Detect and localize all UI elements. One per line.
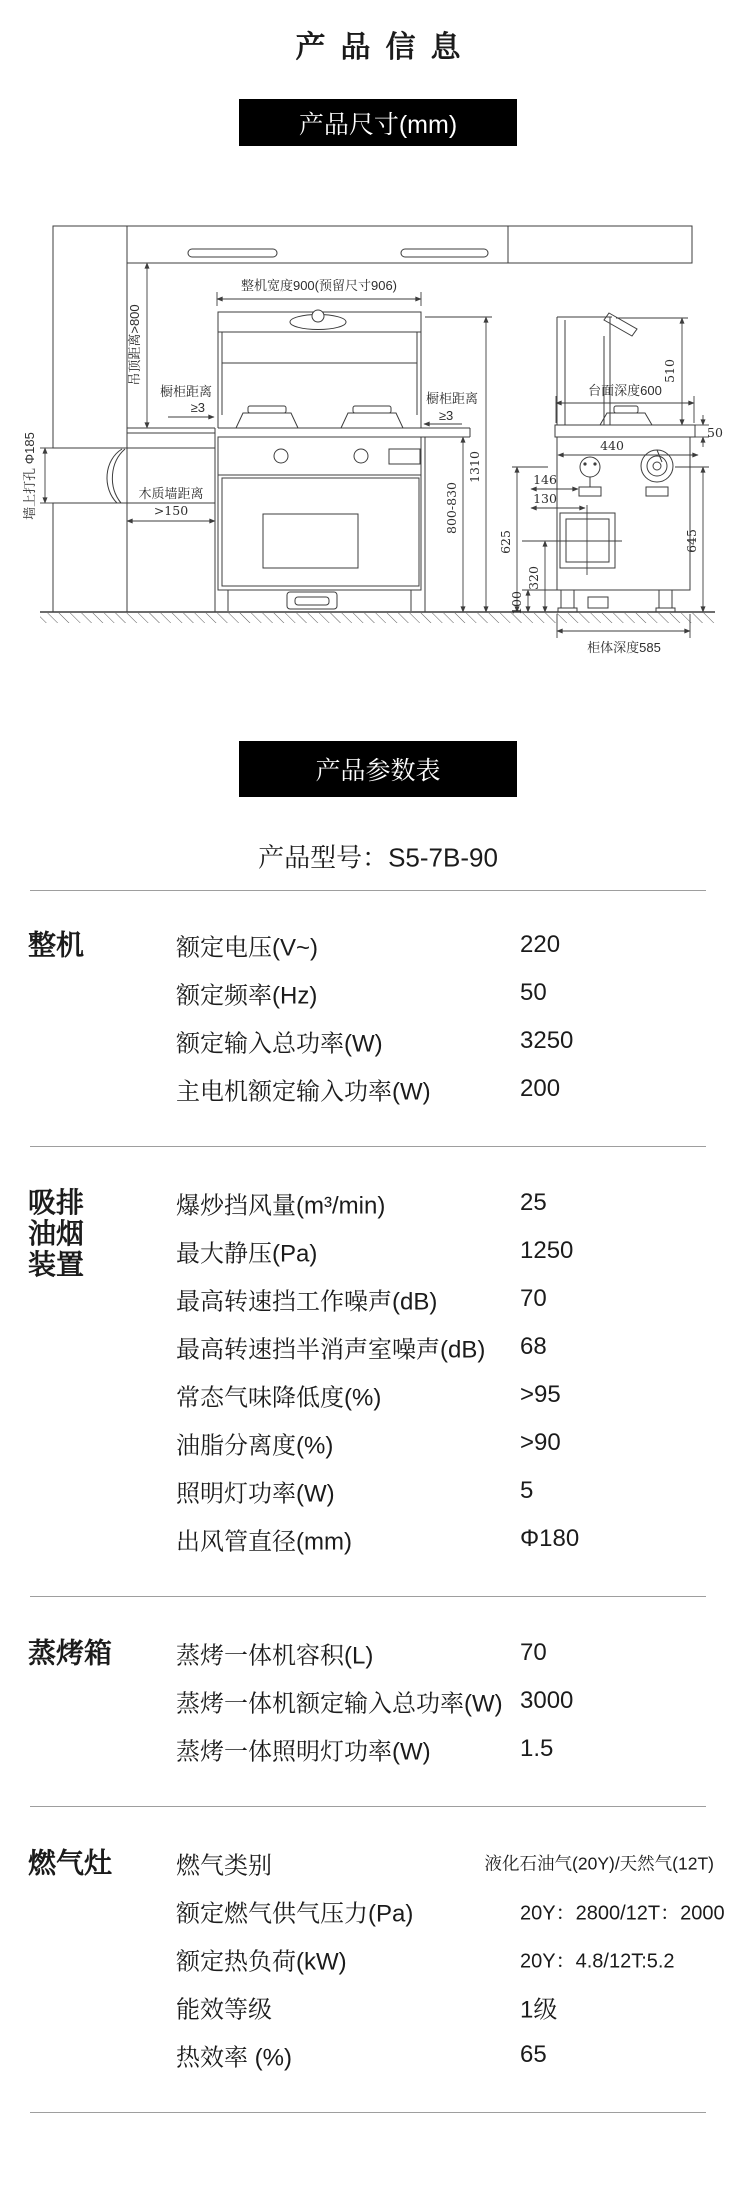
- svg-text:台面深度600: 台面深度600: [588, 383, 662, 398]
- spec-label: 热效率 (%): [176, 2044, 292, 2072]
- param-badge-label: 产品参数表: [315, 757, 441, 785]
- spec-value: >90: [520, 1429, 561, 1456]
- spec-value: 65: [520, 2041, 547, 2068]
- spec-label: 照明灯功率(W): [176, 1480, 335, 1508]
- spec-label: 燃气类别: [176, 1852, 272, 1880]
- size-badge-label: 产品尺寸(mm): [298, 110, 458, 139]
- appliance-side-view: [522, 313, 695, 612]
- svg-text:1310: 1310: [467, 451, 482, 483]
- spec-value: Φ180: [520, 1525, 580, 1552]
- section-divider: [30, 1146, 706, 1147]
- svg-text:100: 100: [509, 591, 524, 615]
- spec-value: 1.5: [520, 1735, 554, 1762]
- wall-cabinet: [127, 226, 692, 263]
- svg-text:吊顶距离>800: 吊顶距离>800: [127, 304, 142, 386]
- spec-value: 70: [520, 1285, 547, 1312]
- spec-label: 常态气味降低度(%): [176, 1384, 382, 1412]
- svg-text:50: 50: [707, 425, 723, 440]
- svg-text:320: 320: [526, 566, 541, 590]
- spec-label: 最大静压(Pa): [176, 1240, 318, 1268]
- spec-label: 最高转速挡工作噪声(dB): [176, 1288, 438, 1316]
- spec-label: 额定电压(V~): [176, 934, 319, 962]
- spec-label: 额定燃气供气压力(Pa): [176, 1900, 414, 1928]
- spec-value: 25: [520, 1189, 547, 1216]
- section-divider: [30, 1806, 706, 1807]
- spec-value: 3250: [520, 1027, 574, 1054]
- spec-label: 爆炒挡风量(m³/min): [176, 1192, 386, 1220]
- section-divider: [30, 1596, 706, 1597]
- burner-right: [341, 406, 403, 428]
- spec-label: 主电机额定输入功率(W): [176, 1078, 431, 1106]
- svg-text:≥3: ≥3: [438, 408, 454, 423]
- spec-label: 蒸烤一体机容积(L): [176, 1642, 374, 1670]
- svg-text:橱柜距离: 橱柜距离: [159, 384, 213, 399]
- spec-label: 能效等级: [176, 1996, 272, 2024]
- section-title: 燃气灶: [28, 1847, 113, 1879]
- param-section-badge: [239, 741, 517, 797]
- product-model: 产品型号：S5-7B-90: [258, 842, 498, 873]
- spec-label: 出风管直径(mm): [176, 1528, 352, 1556]
- svg-text:>150: >150: [153, 503, 189, 518]
- svg-text:墙上打孔 Φ185: 墙上打孔 Φ185: [22, 432, 37, 520]
- svg-text:柜体深度585: 柜体深度585: [587, 640, 661, 655]
- svg-text:130: 130: [533, 491, 557, 506]
- section-divider: [30, 890, 706, 891]
- spec-value: 68: [520, 1333, 547, 1360]
- svg-text:800-830: 800-830: [444, 482, 459, 534]
- svg-text:木质墙距离: 木质墙距离: [138, 486, 204, 501]
- section-title: 蒸烤箱: [28, 1637, 113, 1669]
- section-divider: [30, 2112, 706, 2113]
- spec-label: 额定输入总功率(W): [176, 1030, 383, 1058]
- page-title: 产品信息: [295, 31, 476, 64]
- spec-value: 20Y：4.8/12T:5.2: [520, 1950, 675, 1973]
- ground-line: [40, 612, 715, 623]
- spec-value: >95: [520, 1381, 561, 1408]
- spec-value: 5: [520, 1477, 534, 1504]
- svg-text:≥3: ≥3: [190, 400, 205, 415]
- spec-label: 油脂分离度(%): [176, 1432, 334, 1460]
- svg-text:146: 146: [533, 472, 557, 487]
- svg-text:整机宽度900(预留尺寸906): 整机宽度900(预留尺寸906): [240, 278, 398, 293]
- section-title: 吸排 油烟 装置: [28, 1187, 85, 1280]
- spec-label: 额定频率(Hz): [176, 982, 318, 1010]
- spec-label: 蒸烤一体照明灯功率(W): [176, 1738, 431, 1766]
- brick-wall: [53, 226, 127, 612]
- section-title: 整机: [28, 929, 85, 961]
- technical-drawing: [0, 0, 750, 690]
- spec-label: 最高转速挡半消声室噪声(dB): [176, 1336, 486, 1364]
- spec-value: 3000: [520, 1687, 574, 1714]
- spec-value: 液化石油气(20Y)/天然气(12T): [484, 1853, 714, 1874]
- svg-text:510: 510: [662, 359, 677, 383]
- spec-value: 200: [520, 1075, 561, 1102]
- spec-value: 1250: [520, 1237, 574, 1264]
- spec-value: 220: [520, 931, 561, 958]
- spec-value: 20Y：2800/12T：2000: [520, 1902, 725, 1925]
- svg-text:645: 645: [684, 529, 699, 553]
- appliance-front-view: [218, 310, 421, 611]
- svg-text:橱柜距离: 橱柜距离: [425, 391, 479, 406]
- burner-left: [236, 406, 298, 428]
- spec-label: 额定热负荷(kW): [176, 1948, 347, 1976]
- spec-label: 蒸烤一体机额定输入总功率(W): [176, 1690, 503, 1718]
- spec-value: 70: [520, 1639, 547, 1666]
- svg-text:625: 625: [498, 530, 513, 554]
- spec-value: 50: [520, 979, 547, 1006]
- spec-value: 1级: [520, 1996, 558, 2024]
- svg-text:440: 440: [600, 438, 624, 453]
